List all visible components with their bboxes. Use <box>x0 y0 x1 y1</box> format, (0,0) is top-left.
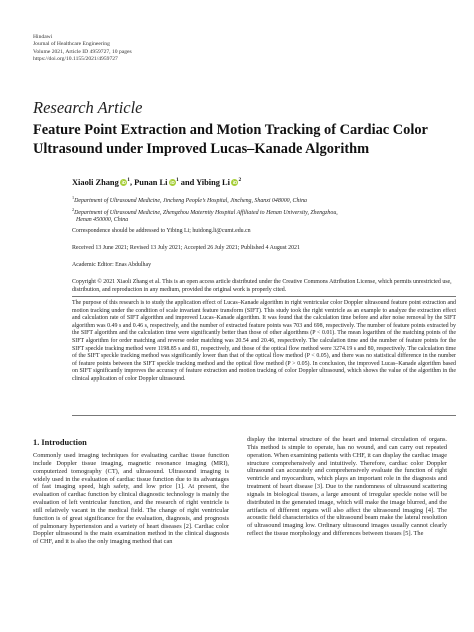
orcid-icon[interactable]: iD <box>232 179 238 185</box>
publication-dates: Received 13 June 2021; Revised 13 July 2021; Accepted 26 July 2021; Published 4 August 2021 <box>72 245 300 251</box>
orcid-icon[interactable]: iD <box>170 179 175 185</box>
journal-header <box>33 34 333 64</box>
correspondence: Correspondence should be addressed to Yibing Li; huidong.li@cumt.edu.cn <box>72 228 251 234</box>
author-separator: , <box>129 177 135 187</box>
author-name: Punan Li <box>134 177 168 187</box>
divider <box>72 296 456 297</box>
volume-line: Volume 2021, Article ID 4959727, 10 pages <box>33 48 132 55</box>
academic-editor: Academic Editor: Enas Abdulhay <box>72 262 152 268</box>
journal-name: Journal of Healthcare Engineering <box>33 41 110 48</box>
affiliation-marker: 1 <box>175 177 179 183</box>
author-name: Xiaoli Zhang <box>72 177 119 187</box>
affiliation-2: $^2$Department of Ultrasound Medicine, Zhengzhou Maternity Hospital Affiliated to Henan University, Zhengzhou, Henan 450000, China <box>72 206 338 224</box>
orcid-icon[interactable]: iD <box>121 179 126 185</box>
affiliation-marker: 2 <box>238 177 242 183</box>
section-heading: 1. Introduction <box>33 438 87 447</box>
abstract: The purpose of this research is to study the application effect of Lucas–Kanade algorithm in right ventricular color Doppler ultrasound feature point extraction and motion tracking under the condition of scale invariant feature transform (SIFT). This study took the right ventricle as an example to analyze the extraction effect and calculation rate of SIFT algorithm and improved Lucas–Kanade algorithm. It was found that the calculation time before and after noise removal by the SIFT algorithm was 0.49 s and 0.46 s, respectively, and the number of extracted feature points was 703 and 698, respectively. The number of feature points extracted by the SIFT algorithm and the calculation time were significantly better than those of other algorithms (P < 0.01). The mean logarithm of the matching points of the SIFT algorithm for order matching and reverse order matching was 20.54 and 20.46, respectively. The calculation time and the number of feature points for the SIFT speckle tracking method were 1198.85 s and 81, respectively, and those of the optical flow method were 3274.19 s and 80, respectively. The calculation time of the SIFT speckle tracking method was significantly lower than that of the optical flow method (P < 0.05), and there was no statistical difference in the number of feature points between the SIFT speckle tracking method and the optical flow method (P > 0.05). In conclusion, the improved Lucas–Kanade algorithm based on SIFT significantly improves the accuracy of feature extraction and motion tracking of color Doppler ultrasound, which shows the value of the algorithm in the clinical application of color Doppler ultrasound. <box>72 300 456 382</box>
affiliation-marker: 1 <box>127 177 130 183</box>
copyright-notice: Copyright © 2021 Xiaoli Zhang et al. This is an open access article distributed under the Creative Commons Attribution License, which permits unrestricted use, distribution, and reproduction in any medium, provided the original work is properly cited. <box>72 279 452 293</box>
paper-title: Feature Point Extraction and Motion Tracking of Cardiac Color Ultrasound under Improved Lucas–Kanade Algorithm <box>33 122 428 157</box>
intro-right-column: display the internal structure of the heart and internal circulation of organs. This method is simple to operate, has no wound, and can carry out repeated operation. When examining patients with CHF, it can display the cardiac image structure comprehensively and intuitively. Therefore, cardiac color Doppler ultrasound can accurately and comprehensively evaluate the function of right ventricle and myocardium, which plays an important role in the diagnosis and treatment of heart disease [3]. Due to the randomness of ultrasound scattering signals in biological tissues, a large amount of irregular speckle noise will be distributed in the generated image, which will make the image blurred, and the artifacts of different organs will also affect the ultrasound imaging [4]. The acoustic field characteristics of the ultrasound beam make the lateral resolution of ultrasound imaging low. Ordinary ultrasound images usually cannot clearly reflect the tissue morphology and differences between tissues [5]. The <box>247 436 447 538</box>
divider <box>72 415 456 416</box>
affiliation-1: $^1$Department of Ultrasound Medicine, Jincheng People’s Hospital, Jincheng, Shanxi 048000, China <box>72 195 307 204</box>
doi-link[interactable]: https://doi.org/10.1155/2021/4959727 <box>33 56 118 63</box>
author-name: Yibing Li <box>196 177 230 187</box>
author-list <box>72 177 241 187</box>
affiliations <box>72 194 452 225</box>
intro-left-column: Commonly used imaging techniques for evaluating cardiac tissue function include Doppler tissue imaging, magnetic resonance imaging (MRI), computerized tomography (CT), and ultrasound. Ultrasound imaging is widely used in the evaluation of cardiac tissue function due to its advantages of fast imaging speed, high safety, and low price [1]. At present, the evaluation of cardiac function by clinical diagnostic technology is mainly the evaluation of left ventricular function, and the research of right ventricle is still relatively vacant in the medical field. The change of right ventricular function is of great significance for the evaluation, diagnosis, and prognosis of pulmonary hypertension and a variety of heart diseases [2]. Cardiac color Doppler ultrasound is the main examination method in the clinical diagnosis of CHF, and it is also the only imaging method that can <box>33 452 229 546</box>
publisher-name: Hindawi <box>33 34 53 40</box>
author-separator: and <box>178 177 197 187</box>
article-type: Research Article <box>33 98 143 117</box>
